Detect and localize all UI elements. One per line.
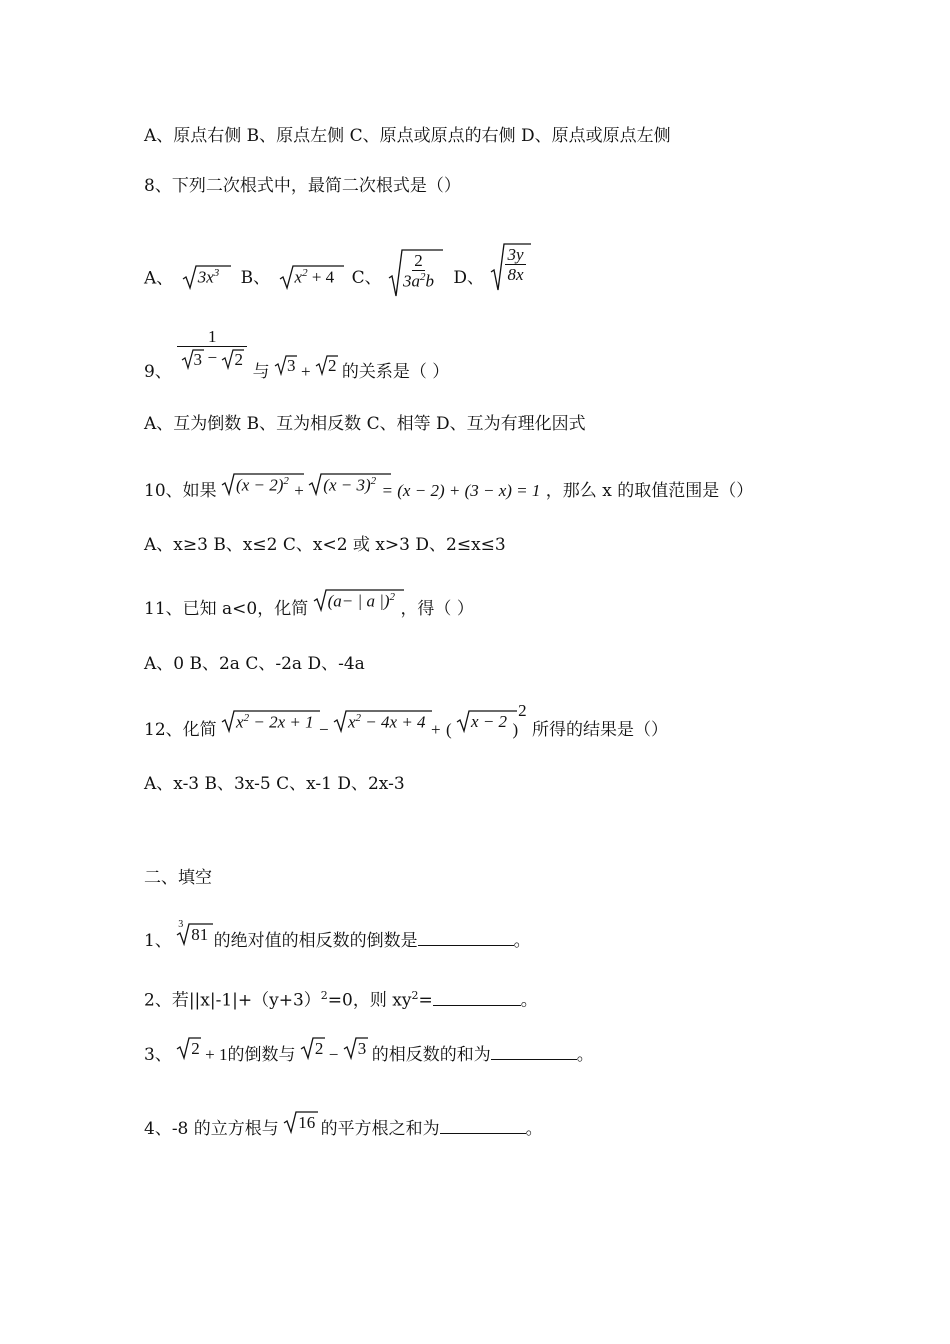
f3-radical-a — [177, 1036, 200, 1058]
f1-cube-root — [177, 919, 209, 944]
q8-options — [144, 245, 526, 291]
f1-radicand: 81 — [191, 925, 209, 944]
f4-answer-blank[interactable] — [440, 1119, 526, 1134]
q10-rhs: = (x − 2) + (3 − x) = 1 — [381, 480, 541, 500]
q8-option-a-radical — [183, 264, 220, 287]
q10 — [144, 472, 754, 501]
q9-den-radical-b — [222, 348, 243, 369]
f2-text2: =0，则 xy — [327, 990, 412, 1011]
q8-option-c-num: 2 — [414, 251, 423, 270]
f1-answer-blank[interactable] — [418, 931, 514, 946]
q9-den-radical-a — [182, 348, 203, 369]
f3-minus: − — [328, 1044, 339, 1064]
fill-3 — [144, 1036, 594, 1065]
q8-label-c: C、 — [351, 268, 382, 289]
q11-options: A、0 B、2a C、-2a D、-4a — [144, 654, 365, 674]
q8-label-d: D、 — [453, 268, 485, 289]
q12-rad1-exp: 2 — [243, 711, 250, 724]
q12-radical-3 — [457, 709, 507, 731]
q8-label-a: A、 — [144, 268, 174, 289]
f3-prefix: 3、 — [144, 1044, 172, 1065]
q11-prefix: 11、已知 a<0，化简 — [144, 598, 309, 619]
q12-rad2-tail: − 4x + 4 — [365, 712, 426, 732]
q9-den-a: 3 — [193, 350, 203, 369]
q11 — [144, 588, 474, 619]
f3-radical-b — [301, 1036, 324, 1058]
q8-option-c-radical — [389, 248, 434, 290]
q10-rad2-exp: 2 — [370, 475, 377, 487]
q9-fraction — [177, 328, 247, 369]
q12-exp: 2 — [518, 701, 527, 720]
q8-option-b-radical — [280, 264, 335, 287]
f3-answer-blank[interactable] — [491, 1045, 577, 1060]
q12-radical-2 — [334, 709, 426, 732]
f2-end: 。 — [520, 990, 538, 1011]
q10-radical-2 — [309, 472, 376, 495]
q8-option-d-num: 3y — [507, 245, 524, 265]
f4-radical — [284, 1110, 315, 1132]
q12-options: A、x-3 B、3x-5 C、x-1 D、2x-3 — [144, 774, 405, 794]
q9-expr-b: 2 — [327, 356, 337, 375]
f4-radicand: 16 — [298, 1113, 316, 1132]
f4-end: 。 — [525, 1118, 543, 1139]
f3-b: 2 — [314, 1039, 324, 1058]
fill-2 — [144, 990, 538, 1010]
q12-rad1-tail: − 2x + 1 — [253, 712, 314, 732]
section-heading-fill-blank: 二、填空 — [144, 868, 212, 888]
q9-den-b: 2 — [234, 350, 243, 369]
f4-suffix: 的平方根之和为 — [320, 1118, 440, 1139]
q8-label-b: B、 — [240, 268, 271, 289]
q8-option-d-radical — [491, 242, 525, 283]
f1-end: 。 — [513, 930, 531, 951]
q9-mid: 与 — [252, 362, 270, 382]
f3-mid: 的倒数与 — [227, 1044, 296, 1065]
q11-radical — [314, 588, 395, 611]
q8-option-c-den-b: b — [425, 271, 435, 291]
q10-radical-1 — [222, 472, 289, 495]
q10-rad1: (x − 2) — [236, 475, 284, 495]
f1-index: 3 — [178, 919, 184, 930]
q12-rad3: x − 2 — [471, 712, 508, 732]
f3-suffix: 的相反数的和为 — [371, 1044, 491, 1065]
q12-prefix: 12、化简 — [144, 719, 217, 740]
q10-plus: + — [294, 480, 304, 500]
q9-frac-num: 1 — [177, 328, 247, 347]
q9-den-minus: − — [207, 348, 218, 367]
q10-rad2: (x − 3) — [323, 475, 371, 495]
q12-rad1: x — [236, 712, 244, 732]
q8-option-c-den-a: 3a — [403, 271, 421, 291]
f3-radical-c — [344, 1036, 367, 1058]
q12 — [144, 701, 669, 740]
f3-a-tail: + 1 — [205, 1044, 228, 1064]
q12-paren-close: ) — [512, 719, 519, 739]
q8-stem: 8、下列二次根式中，最简二次根式是（） — [144, 176, 461, 196]
f3-a: 2 — [191, 1039, 200, 1058]
q10-options: A、x≥3 B、x≤2 C、x<2 或 x>3 D、2≤x≤3 — [144, 535, 506, 555]
q9-options: A、互为倒数 B、互为相反数 C、相等 D、互为有理化因式 — [144, 414, 586, 434]
q12-minus: − — [319, 719, 329, 739]
q12-plus: + — [430, 719, 441, 739]
q10-rad1-exp: 2 — [283, 475, 289, 487]
q9-suffix: 的关系是（ ） — [341, 362, 450, 382]
q12-rad2: x — [348, 712, 356, 732]
f2-answer-blank[interactable] — [433, 991, 521, 1006]
q9-expr-radical-a — [275, 354, 296, 375]
q7-options: A、原点右侧 B、原点左侧 C、原点或原点的右侧 D、原点或原点左侧 — [144, 126, 671, 146]
q8-option-b-tail: + 4 — [311, 267, 335, 287]
q8-option-a-exp: 3 — [213, 266, 220, 279]
q9-expr-a: 3 — [287, 356, 296, 375]
f2-text3: = — [418, 990, 433, 1011]
f2-text: 2、若||x|-1|+（y+3） — [144, 990, 321, 1011]
q8-option-d-den: 8x — [507, 265, 524, 285]
q9 — [144, 320, 449, 380]
f3-c: 3 — [357, 1039, 367, 1058]
q8-option-a-text: 3x — [197, 267, 214, 287]
fill-4 — [144, 1110, 543, 1139]
f4-prefix: 4、-8 的立方根与 — [144, 1118, 279, 1139]
f3-end: 。 — [576, 1044, 594, 1065]
q12-rad2-exp: 2 — [355, 711, 362, 724]
fill-1 — [144, 919, 531, 951]
q8-option-b-exp: 2 — [302, 266, 308, 279]
q11-suffix: ，得（ ） — [400, 598, 474, 619]
f2-exp2: 2 — [411, 989, 419, 1002]
q8-option-c-den-exp: 2 — [420, 271, 426, 283]
q10-suffix: ，那么 x 的取值范围是（） — [545, 480, 754, 501]
q8-option-b-text: x — [294, 267, 303, 287]
q12-suffix: 所得的结果是（） — [532, 719, 669, 740]
q10-prefix: 10、如果 — [144, 480, 217, 501]
q11-rad: (a− | a |) — [327, 591, 390, 611]
q9-prefix: 9、 — [144, 362, 172, 382]
q12-radical-1 — [222, 709, 314, 732]
q9-expr-radical-b — [316, 354, 337, 375]
q11-rad-exp: 2 — [389, 591, 396, 603]
f2-exp: 2 — [320, 989, 328, 1002]
q9-plus: + — [300, 362, 311, 381]
q12-paren-open: ( — [445, 719, 452, 739]
f1-prefix: 1、 — [144, 930, 172, 951]
f1-suffix: 的绝对值的相反数的倒数是 — [213, 930, 418, 951]
